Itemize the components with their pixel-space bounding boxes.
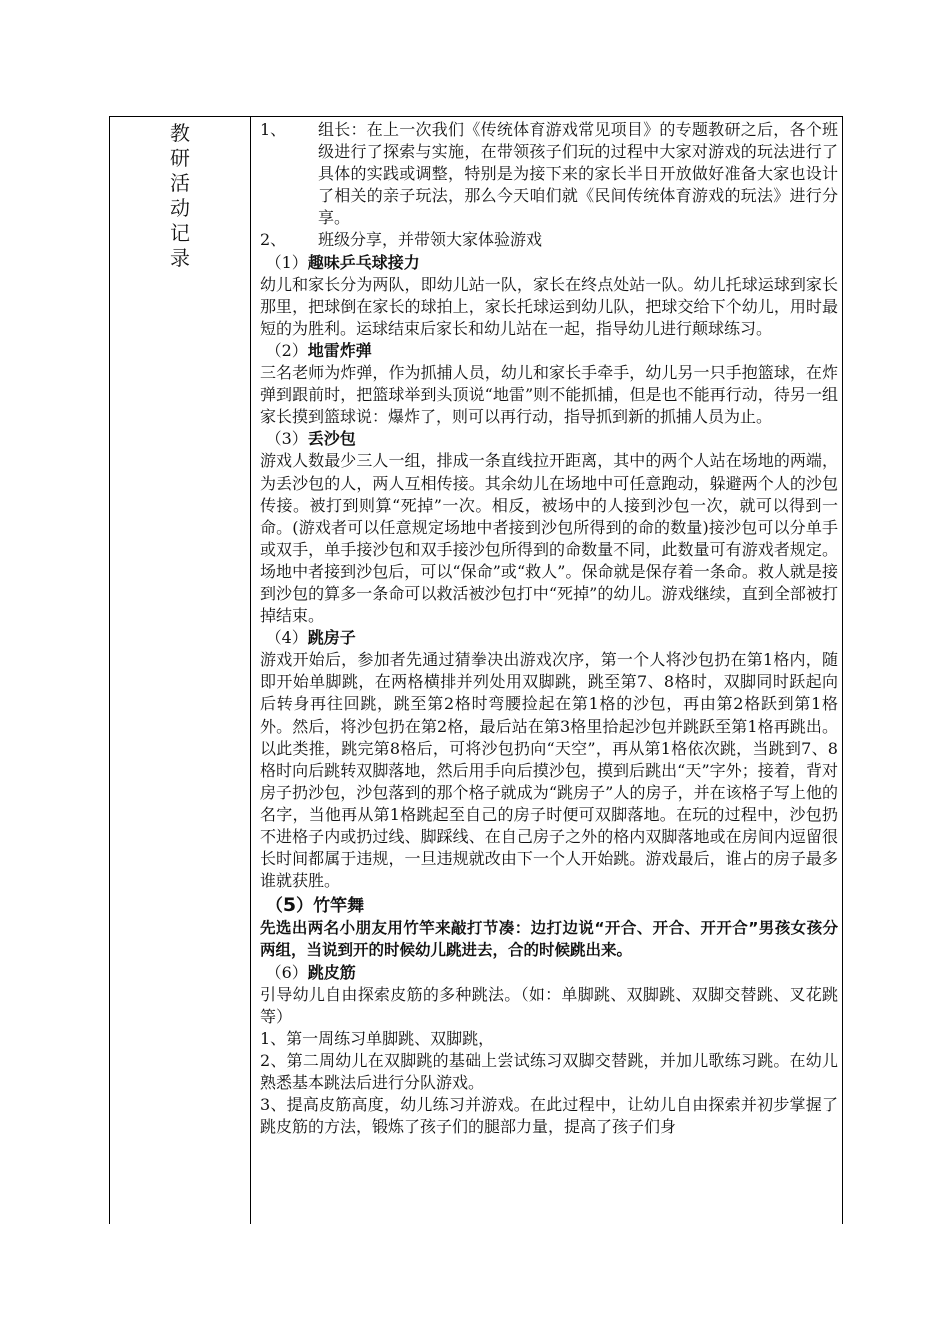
intro-number: 2、 xyxy=(260,230,287,250)
game-number: 5 xyxy=(282,894,297,917)
game-number: （2） xyxy=(265,340,308,360)
game-heading xyxy=(260,962,838,984)
game-title: 丢沙包 xyxy=(307,429,356,449)
label-char: 活 xyxy=(170,171,190,195)
game-title: 竹竿舞 xyxy=(313,896,365,917)
label-char: 记 xyxy=(170,221,190,245)
step-item: 1、第一周练习单脚跳、双脚跳， xyxy=(260,1028,495,1048)
game-title: 趣味乒乓球接力 xyxy=(307,252,420,272)
game-title: 地雷炸弹 xyxy=(307,340,372,360)
game-heading xyxy=(260,627,838,649)
intro-text: 班级分享，并带领大家体验游戏 xyxy=(318,230,543,250)
game-title: 跳皮筋 xyxy=(307,962,356,982)
game-number: （1） xyxy=(265,252,308,272)
column-divider xyxy=(250,117,251,1224)
intro-number: 1、 xyxy=(260,120,287,139)
label-char: 动 xyxy=(170,196,190,220)
game-heading xyxy=(260,340,838,362)
game-number: （3） xyxy=(265,429,308,449)
game-number-open: （ xyxy=(265,896,283,917)
game-description: 三名老师为炸弹，作为抓捕人员，幼儿和家长手牵手，幼儿另一只手抱篮球，在炸弹到跟前时，把篮球举到头顶说“地雷”则不能抓捕，但是也不能再行动，待另一组家长摸到篮球说：爆炸了，则可以再行动，指导抓到新的抓捕人员为止。 xyxy=(260,363,838,427)
game-number-close: ） xyxy=(296,896,314,917)
game-heading xyxy=(260,428,838,450)
game-number: （6） xyxy=(265,962,308,982)
game-title: 跳房子 xyxy=(307,628,356,648)
game-heading xyxy=(260,894,838,917)
intro-item xyxy=(260,229,838,251)
step-item: 3、提高皮筋高度，幼儿练习并游戏。在此过程中，让幼儿自由探索并初步掌握了跳皮筋的方法，锻炼了孩子们的腿部力量，提高了孩子们身 xyxy=(260,1095,838,1137)
game-heading xyxy=(260,252,838,274)
game-description: 游戏人数最少三人一组，排成一条直线拉开距离，其中的两个人站在场地的两端，为丢沙包的人，两人互相传接。其余幼儿在场地中可任意跑动，躲避两个人的沙包传接。被打到则算“死掉”一次。相反，被场中的人接到沙包一次，就可以得到一命。(游戏者可以任意规定场地中者接到沙包所得到的命的数量)接沙包可以分单手或双手，单手接沙包和双手接沙包所得到的命数量不同，此数量可有游戏者规定。场地中者接到沙包后，可以“保命”或“救人”。保命就是保存着一条命。救人就是接到沙包的算多一条命可以救活被沙包打中“死掉”的幼儿。游戏继续，直到全部被打掉结束。 xyxy=(260,451,838,626)
game-description: 幼儿和家长分为两队，即幼儿站一队，家长在终点处站一队。幼儿托球运球到家长那里，把球倒在家长的球拍上，家长托球运到幼儿队，把球交给下个幼儿，用时最短的为胜利。运球结束后家长和幼儿站在一起，指导幼儿进行颠球练习。 xyxy=(260,274,838,338)
label-char: 研 xyxy=(170,146,190,170)
section-label xyxy=(110,117,250,271)
game-description: 引导幼儿自由探索皮筋的多种跳法。（如：单脚跳、双脚跳、双脚交替跳、叉花跳等） xyxy=(260,984,838,1026)
intro-text: 组长：在上一次我们《传统体育游戏常见项目》的专题教研之后，各个班级进行了探索与实施，在带领孩子们玩的过程中大家对游戏的玩法进行了具体的实践或调整，特别是为接下来的家长半日开放做好准备大家也设计了相关的亲子玩法，那么今天咱们就《民间传统体育游戏的玩法》进行分享。 xyxy=(318,120,838,228)
label-char: 录 xyxy=(170,246,190,270)
game-description: 先选出两名小朋友用竹竿来敲打节凑：边打边说“开合、开合、开开合”男孩女孩分两组，当说到开的时候幼儿跳进去，合的时候跳出来。 xyxy=(260,919,838,960)
game-number: （4） xyxy=(265,628,308,648)
intro-item xyxy=(260,119,838,229)
step-item: 2、第二周幼儿在双脚跳的基础上尝试练习双脚交替跳，并加儿歌练习跳。在幼儿熟悉基本跳法后进行分队游戏。 xyxy=(260,1050,838,1093)
record-table xyxy=(109,116,843,1224)
record-content xyxy=(260,119,838,1138)
label-char: 教 xyxy=(170,121,190,145)
game-description: 游戏开始后，参加者先通过猜拳决出游戏次序，第一个人将沙包扔在第1格内，随即开始单脚跳，在两格横排并列处用双脚跳，跳至第7、8格时，双脚同时跃起向后转身再往回跳，跳至第2格时弯腰捡起在第1格的沙包，再由第2格跃到第1格外。然后，将沙包扔在第2格，最后站在第3格里拾起沙包并跳跃至第1格再跳出。以此类推，跳完第8格后，可将沙包扔向“天空”，再从第1格依次跳，当跳到7、8格时向后跳转双脚落地，然后用手向后摸沙包，摸到后跳出“天”字外；接着，背对房子扔沙包，沙包落到的那个格子就成为“跳房子”人的房子，并在该格子写上他的名字，当他再从第1格跳起至自己的房子时便可双脚落地。在玩的过程中，沙包扔不进格子内或扔过线、脚踩线、在自己房子之外的格内双脚落地或在房间内逗留很长时间都属于违规，一旦违规就改由下一个人开始跳。游戏最后，谁占的房子最多谁就获胜。 xyxy=(260,650,838,891)
